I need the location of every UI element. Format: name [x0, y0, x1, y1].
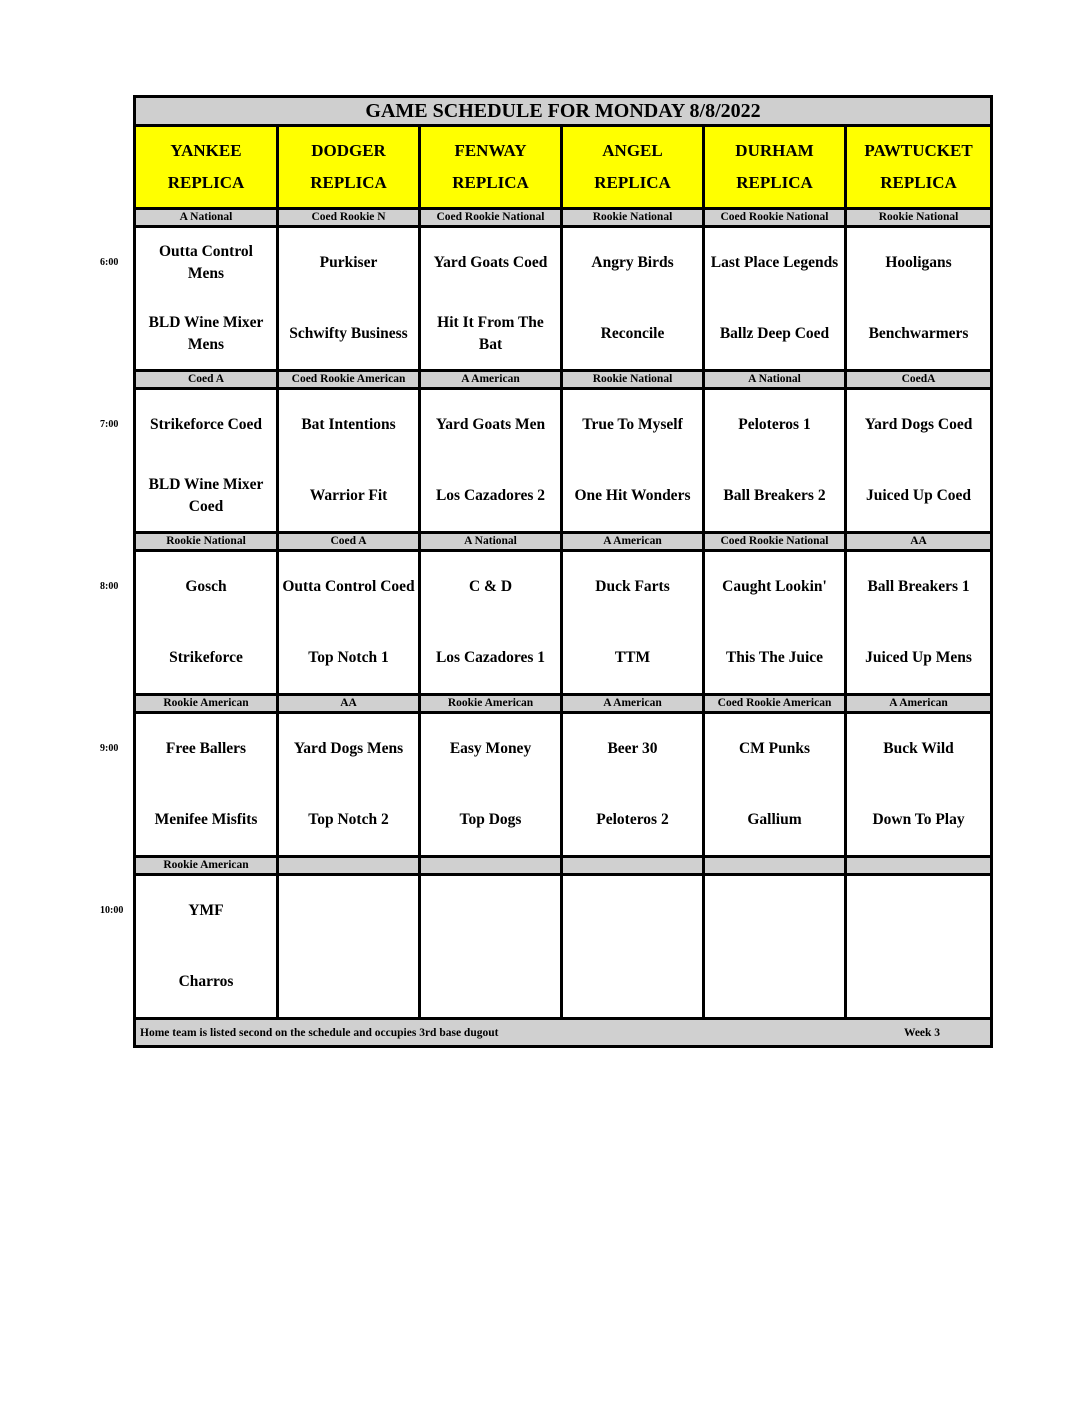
away-team: Ball Breakers 1 [867, 578, 970, 596]
matchup [705, 228, 844, 369]
game-cell [420, 713, 562, 857]
game-cell [562, 551, 704, 695]
field-subtitle: REPLICA [880, 173, 957, 192]
away-team [421, 876, 560, 947]
division-label [278, 857, 420, 875]
field-header-row [135, 126, 992, 209]
division-label: Coed Rookie N [278, 209, 420, 227]
home-team [563, 947, 702, 1018]
division-label: A National [704, 371, 846, 389]
time-label: 8:00 [100, 581, 119, 593]
game-cell [562, 227, 704, 371]
field-header-yankee [135, 126, 278, 209]
division-label: Rookie American [135, 695, 278, 713]
matchup [847, 228, 990, 369]
away-team: Strikeforce Coed [149, 416, 263, 434]
matchup [136, 876, 276, 1017]
home-team: Top Notch 1 [308, 648, 389, 666]
home-team: BLD Wine Mixer Mens [148, 313, 264, 353]
game-cell [846, 389, 992, 533]
game-cell [278, 875, 420, 1019]
away-team: CM Punks [738, 740, 811, 758]
matchup [136, 228, 276, 369]
away-team: Yard Dogs Coed [864, 416, 973, 434]
away-team: Caught Lookin' [722, 578, 827, 596]
game-cell [420, 389, 562, 533]
home-team: Reconcile [600, 324, 665, 342]
matchup [279, 876, 418, 1017]
game-cell [278, 551, 420, 695]
matchup [279, 714, 418, 855]
division-label: A American [420, 371, 562, 389]
home-team: Los Cazadores 1 [435, 648, 546, 666]
schedule-table [133, 95, 993, 1048]
matchup [847, 390, 990, 531]
division-label: A American [846, 695, 992, 713]
away-team [705, 876, 844, 947]
division-label: Rookie National [135, 533, 278, 551]
division-label: Coed A [135, 371, 278, 389]
division-row [135, 533, 992, 551]
matchup [279, 552, 418, 693]
away-team: Purkiser [319, 254, 378, 272]
division-row [135, 857, 992, 875]
home-team: Gallium [747, 810, 802, 828]
field-header-angel [562, 126, 704, 209]
away-team: Gosch [185, 578, 227, 596]
time-label: 6:00 [100, 257, 119, 269]
home-team: Los Cazadores 2 [435, 486, 546, 504]
division-label [562, 857, 704, 875]
home-team [421, 947, 560, 1018]
division-label: CoedA [846, 371, 992, 389]
away-team: Yard Goats Coed [433, 254, 548, 272]
division-label: Coed Rookie National [704, 209, 846, 227]
matchup [563, 714, 702, 855]
home-team: Down To Play [872, 810, 965, 828]
field-header-durham [704, 126, 846, 209]
title-row [135, 97, 992, 126]
division-label: A National [135, 209, 278, 227]
division-label: AA [846, 533, 992, 551]
matchup [705, 552, 844, 693]
game-cell [704, 227, 846, 371]
game-row [135, 713, 992, 857]
game-cell [562, 713, 704, 857]
matchup [705, 714, 844, 855]
division-label: Rookie American [135, 857, 278, 875]
time-label: 10:00 [100, 905, 124, 917]
home-team: Top Dogs [459, 810, 522, 828]
matchup [563, 228, 702, 369]
matchup [421, 552, 560, 693]
home-team: TTM [614, 648, 651, 666]
game-cell [278, 713, 420, 857]
away-team: Duck Farts [595, 578, 670, 596]
matchup [705, 390, 844, 531]
footer-row [135, 1019, 992, 1047]
matchup [136, 552, 276, 693]
away-team: Free Ballers [165, 740, 247, 758]
away-team: Buck Wild [883, 740, 954, 758]
away-team [563, 876, 702, 947]
field-subtitle: REPLICA [736, 173, 813, 192]
field-header-pawtucket [846, 126, 992, 209]
home-team: One Hit Wonders [574, 486, 691, 504]
home-team: Top Notch 2 [308, 810, 389, 828]
game-cell [846, 227, 992, 371]
away-team [279, 876, 418, 947]
home-team: Warrior Fit [309, 486, 388, 504]
division-label: Rookie National [846, 209, 992, 227]
away-team: Bat Intentions [301, 416, 396, 434]
game-row [135, 389, 992, 533]
matchup [421, 228, 560, 369]
footer-cell [135, 1019, 992, 1047]
away-team: YMF [188, 902, 224, 920]
game-cell [562, 875, 704, 1019]
game-row [135, 875, 992, 1019]
matchup [136, 390, 276, 531]
matchup [847, 552, 990, 693]
game-row [135, 551, 992, 695]
matchup [421, 876, 560, 1017]
away-team: Easy Money [449, 740, 532, 758]
division-label: A American [562, 533, 704, 551]
matchup [421, 390, 560, 531]
game-row [135, 227, 992, 371]
game-cell [135, 227, 278, 371]
division-label: Rookie National [562, 371, 704, 389]
away-team: Yard Goats Men [435, 416, 546, 434]
field-name: PAWTUCKET [864, 141, 973, 160]
time-label: 7:00 [100, 419, 119, 431]
division-label: Coed Rookie American [278, 371, 420, 389]
division-label: Rookie American [420, 695, 562, 713]
away-team: C & D [468, 578, 513, 596]
game-cell [704, 551, 846, 695]
matchup [705, 876, 844, 1017]
division-label: Coed Rookie National [420, 209, 562, 227]
away-team: Beer 30 [607, 740, 658, 758]
away-team [847, 876, 990, 947]
home-team: Juiced Up Mens [865, 648, 972, 666]
game-cell [278, 227, 420, 371]
field-name: DODGER [311, 141, 386, 160]
matchup [847, 714, 990, 855]
field-name: ANGEL [602, 141, 663, 160]
field-subtitle: REPLICA [452, 173, 529, 192]
game-cell [846, 551, 992, 695]
away-team: Angry Birds [591, 254, 674, 272]
division-row [135, 371, 992, 389]
game-cell [420, 551, 562, 695]
home-team: This The Juice [725, 648, 824, 666]
schedule-title: GAME SCHEDULE FOR MONDAY 8/8/2022 [135, 97, 992, 126]
home-team: Hit It From The Bat [437, 313, 544, 353]
field-subtitle: REPLICA [310, 173, 387, 192]
field-subtitle: REPLICA [167, 173, 245, 192]
home-team: Ball Breakers 2 [723, 486, 826, 504]
game-cell [846, 713, 992, 857]
away-team: Outta Control Mens [158, 243, 253, 283]
division-label: Coed A [278, 533, 420, 551]
game-cell [420, 227, 562, 371]
field-name: DURHAM [735, 141, 814, 160]
matchup [847, 876, 990, 1017]
matchup [421, 714, 560, 855]
field-header-fenway [420, 126, 562, 209]
field-subtitle: REPLICA [594, 173, 671, 192]
field-header-dodger [278, 126, 420, 209]
home-team: Ballz Deep Coed [719, 324, 830, 342]
division-label: AA [278, 695, 420, 713]
game-cell [135, 389, 278, 533]
away-team: Last Place Legends [710, 254, 839, 272]
game-cell [278, 389, 420, 533]
home-team: Charros [178, 972, 234, 990]
home-team: Menifee Misfits [154, 810, 258, 828]
away-team: True To Myself [582, 416, 683, 434]
home-team: Benchwarmers [868, 324, 969, 342]
division-label: Rookie National [562, 209, 704, 227]
time-label: 9:00 [100, 743, 119, 755]
home-team [705, 947, 844, 1018]
footer-note: Home team is listed second on the schedule and occupies 3rd base dugout [140, 1026, 499, 1039]
field-name: FENWAY [454, 141, 527, 160]
division-label: A American [562, 695, 704, 713]
game-cell [135, 875, 278, 1019]
away-team: Peloteros 1 [738, 416, 811, 434]
home-team [847, 947, 990, 1018]
away-team: Hooligans [885, 254, 952, 272]
week-label: Week 3 [903, 1026, 941, 1039]
game-cell [846, 875, 992, 1019]
matchup [563, 876, 702, 1017]
division-label [704, 857, 846, 875]
division-label: Coed Rookie National [704, 533, 846, 551]
game-cell [704, 875, 846, 1019]
division-label [846, 857, 992, 875]
home-team: BLD Wine Mixer Coed [148, 475, 264, 515]
division-label: Coed Rookie American [704, 695, 846, 713]
home-team [279, 947, 418, 1018]
matchup [563, 390, 702, 531]
matchup [136, 714, 276, 855]
division-label [420, 857, 562, 875]
division-row [135, 209, 992, 227]
game-cell [135, 551, 278, 695]
field-name: YANKEE [170, 141, 242, 160]
game-cell [704, 389, 846, 533]
home-team: Juiced Up Coed [865, 486, 972, 504]
division-row [135, 695, 992, 713]
game-cell [562, 389, 704, 533]
home-team: Schwifty Business [289, 324, 408, 342]
home-team: Peloteros 2 [596, 810, 669, 828]
game-cell [704, 713, 846, 857]
matchup [279, 390, 418, 531]
away-team: Outta Control Coed [282, 578, 415, 596]
matchup [279, 228, 418, 369]
matchup [563, 552, 702, 693]
game-cell [135, 713, 278, 857]
game-cell [420, 875, 562, 1019]
division-label: A National [420, 533, 562, 551]
home-team: Strikeforce [169, 648, 243, 666]
away-team: Yard Dogs Mens [293, 740, 404, 758]
